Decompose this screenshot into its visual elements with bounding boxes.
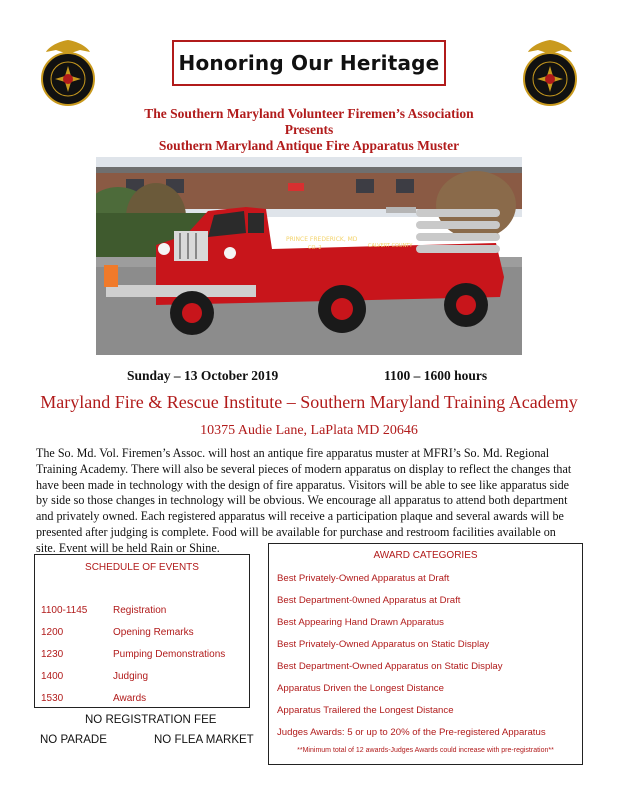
association-name: The Southern Maryland Volunteer Firemen’s Association [144, 106, 474, 121]
description-line: site. Event will be held Rain or Shine. [36, 540, 220, 555]
award-item: Best Department-0wned Apparatus at Draft [277, 595, 461, 606]
schedule-box [34, 554, 250, 708]
firemen-badge-left-icon [36, 38, 100, 110]
description-line: Training Academy. There will also be several pieces of modern apparatus on display to reflect the changes that [36, 461, 572, 476]
award-item: Apparatus Driven the Longest Distance [277, 683, 444, 694]
description-line: presented after judging is complete. Food will be available for purchase and restroom facilities available on [36, 524, 556, 539]
award-item: Apparatus Trailered the Longest Distance [277, 705, 454, 716]
award-item: Best Department-Owned Apparatus on Static Display [277, 661, 503, 672]
truck-engine-number: CO. 2 [308, 245, 322, 251]
description-line: have been made in technology with the design of fire apparatus. Visitors will be able to see like apparatus side [36, 477, 570, 492]
schedule-time: 1230 [41, 649, 64, 660]
event-venue: Maryland Fire & Rescue Institute – Southern Maryland Training Academy [40, 392, 578, 412]
award-categories-box [268, 543, 583, 765]
schedule-event: Awards [113, 693, 147, 704]
event-description [36, 446, 588, 557]
no-parade-note: NO PARADE [40, 734, 107, 746]
schedule-event: Registration [113, 605, 167, 616]
description-line: by side so those changes in technology will be obvious. We encourage all apparatus to attend both department [36, 493, 568, 508]
event-date: Sunday – 13 October 2019 [127, 368, 279, 383]
award-item: Best Privately-Owned Apparatus at Draft [277, 573, 450, 584]
award-item: Best Privately-Owned Apparatus on Static Display [277, 639, 490, 650]
schedule-time: 1200 [41, 627, 64, 638]
fire-truck-photo [96, 157, 522, 355]
truck-door-lettering: CALVERT COUNTY [368, 243, 413, 249]
schedule-event: Pumping Demonstrations [113, 649, 226, 660]
awards-footnote: **Minimum total of 12 awards-Judges Awards could increase with pre-registration** [297, 747, 554, 754]
event-name: Southern Maryland Antique Fire Apparatus Muster [158, 138, 460, 153]
page-title: Honoring Our Heritage [178, 51, 440, 75]
schedule-event: Judging [113, 671, 149, 682]
no-fee-note: NO REGISTRATION FEE [85, 714, 217, 726]
schedule-time: 1100-1145 [41, 605, 88, 616]
event-address: 10375 Audie Lane, LaPlata MD 20646 [200, 423, 418, 438]
awards-title: AWARD CATEGORIES [373, 550, 478, 561]
event-hours: 1100 – 1600 hours [384, 368, 488, 383]
award-item: Best Appearing Hand Drawn Apparatus [277, 617, 444, 628]
firemen-badge-right-icon [518, 38, 582, 110]
schedule-event: Opening Remarks [113, 627, 194, 638]
schedule-time: 1400 [41, 671, 64, 682]
schedule-title: SCHEDULE OF EVENTS [85, 562, 199, 573]
presents-line: Presents [284, 122, 334, 137]
schedule-time: 1530 [41, 693, 64, 704]
award-item: Judges Awards: 5 or up to 20% of the Pre-registered Apparatus [277, 727, 546, 738]
title-box [172, 40, 446, 86]
truck-cab-lettering: PRINCE FREDERICK, MD [286, 236, 358, 243]
description-line: and privately owned. Each registered apparatus will receive a participation plaque and several awards will be [36, 509, 564, 524]
no-flea-market-note: NO FLEA MARKET [154, 734, 254, 746]
description-line: The So. Md. Vol. Firemen’s Assoc. will host an antique fire apparatus muster at MFRI’s So. Md. Regional [36, 446, 550, 460]
